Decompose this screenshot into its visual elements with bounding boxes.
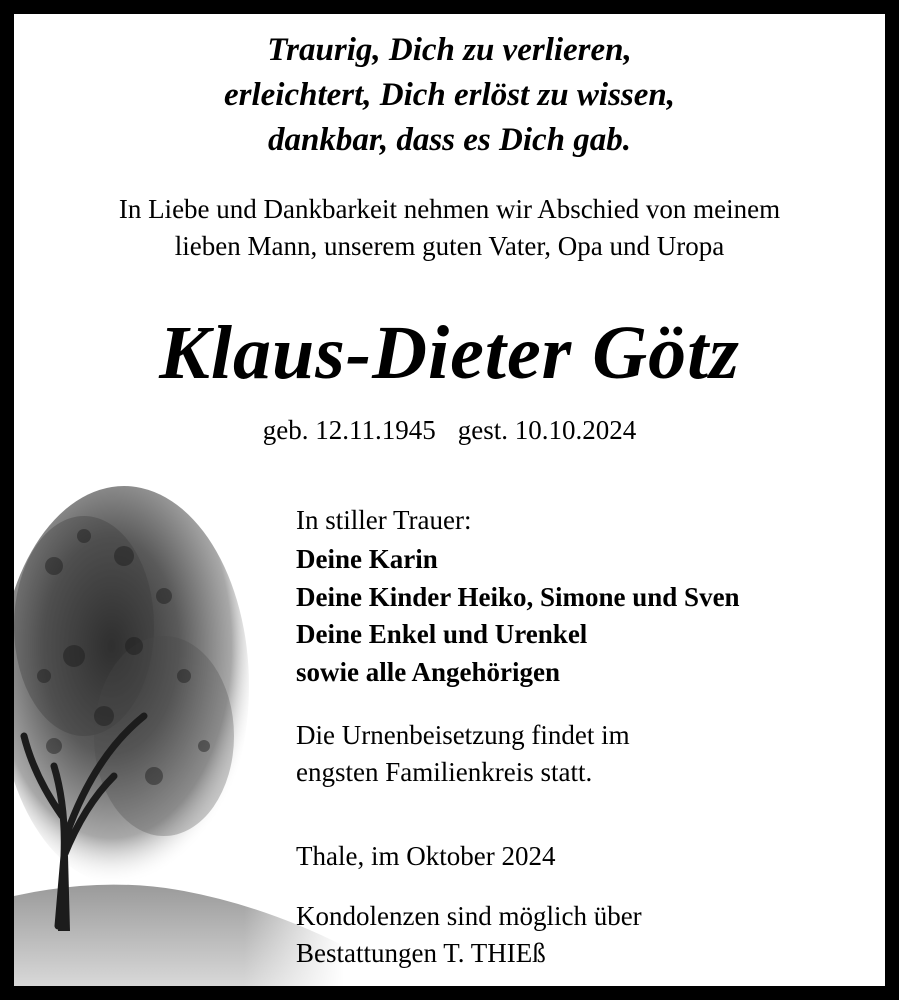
burial-notice <box>296 717 630 791</box>
motto-line: dankbar, dass es Dich gab. <box>267 122 632 158</box>
life-dates <box>14 412 885 448</box>
mourner-line: Deine Karin <box>296 544 438 574</box>
motto-line: erleichtert, Dich erlöst zu wissen, <box>223 77 676 113</box>
obituary-sheet <box>14 14 885 986</box>
death-date: gest. 10.10.2024 <box>457 415 637 445</box>
motto-verse <box>14 28 885 163</box>
deceased-name: Klaus-Dieter Götz <box>159 311 740 395</box>
intro-text <box>14 191 885 265</box>
condolence-note <box>296 898 642 972</box>
mourners-list <box>296 541 740 691</box>
intro-line: In Liebe und Dankbarkeit nehmen wir Abschied von meinem <box>118 194 781 224</box>
mourner-line: Deine Enkel und Urenkel <box>296 619 588 649</box>
motto-line: Traurig, Dich zu verlieren, <box>267 32 632 68</box>
notice-line: engsten Familienkreis statt. <box>296 757 593 787</box>
mourner-line: Deine Kinder Heiko, Simone und Sven <box>296 581 740 612</box>
birth-date: geb. 12.11.1945 <box>262 415 436 445</box>
notice-line: Die Urnenbeisetzung findet im <box>296 720 630 750</box>
condolence-line: Bestattungen T. THIEß <box>296 938 546 968</box>
mourning-heading: In stiller Trauer: <box>296 505 472 535</box>
condolence-line: Kondolenzen sind möglich über <box>296 901 642 931</box>
place-date: Thale, im Oktober 2024 <box>296 841 556 871</box>
intro-line: lieben Mann, unserem guten Vater, Opa und Uropa <box>174 231 725 261</box>
tree-illustration <box>14 476 344 986</box>
mourner-line: sowie alle Angehörigen <box>296 656 560 687</box>
